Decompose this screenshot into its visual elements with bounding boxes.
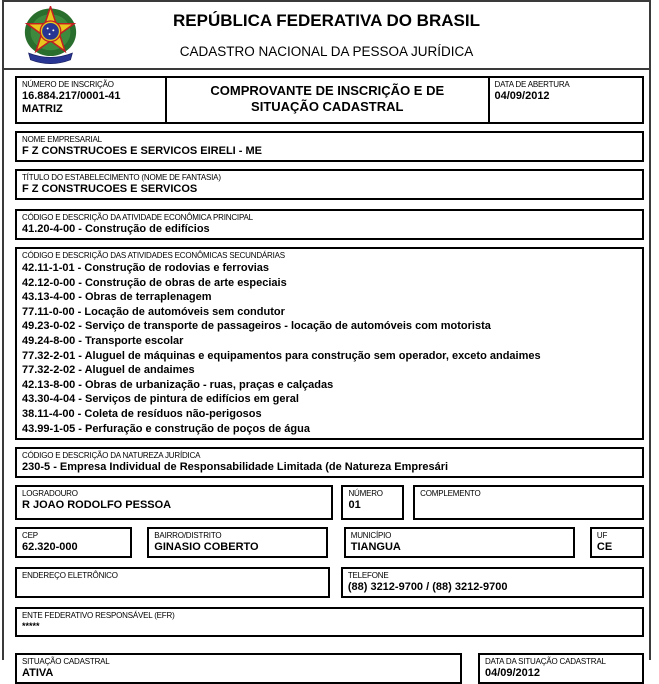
state-value: CE — [596, 541, 613, 554]
city-value: TIANGUA — [350, 541, 401, 554]
district-label: BAIRRO/DISTRITO — [154, 531, 222, 541]
secondary-activities-label: CÓDIGO E DESCRIÇÃO DAS ATIVIDADES ECONÔMICAS SECUNDÁRIAS — [22, 251, 285, 260]
district-value: GINASIO COBERTO — [154, 541, 259, 554]
secondary-activity-item: 77.32-2-01 - Aluguel de máquinas e equipamentos para construção sem operador, exceto andaimes — [22, 349, 541, 362]
email-box — [15, 567, 330, 598]
email-label: ENDEREÇO ELETRÔNICO — [22, 571, 118, 581]
secondary-activity-item: 42.13-8-00 - Obras de urbanização - ruas, praças e calçadas — [22, 378, 334, 391]
company-name-label: NOME EMPRESARIAL — [22, 135, 102, 144]
inscription-number-value: 16.884.217/0001-41 — [22, 90, 121, 102]
secondary-activity-item: 38.11-4-00 - Coleta de resíduos não-perigosos — [22, 407, 262, 420]
company-name-box — [15, 131, 644, 162]
secondary-activity-item: 43.13-4-00 - Obras de terraplenagem — [22, 291, 212, 304]
state-box — [590, 527, 644, 558]
street-number-label: NÚMERO — [348, 489, 383, 499]
brazil-coat-of-arms-icon — [22, 6, 79, 68]
street-label: LOGRADOURO — [22, 489, 78, 499]
cep-value: 62.320-000 — [22, 541, 78, 554]
secondary-activity-item: 49.23-0-02 - Serviço de transporte de passageiros - locação de automóveis com motorista — [22, 320, 491, 333]
legal-nature-box — [15, 447, 644, 478]
main-activity-value: 41.20-4-00 - Construção de edifícios — [22, 223, 210, 235]
document-title: REPÚBLICA FEDERATIVA DO BRASIL — [173, 11, 480, 30]
legal-nature-label: CÓDIGO E DESCRIÇÃO DA NATUREZA JURÍDICA — [22, 451, 201, 461]
legal-nature-value: 230-5 - Empresa Individual de Responsabilidade Limitada (de Natureza Empresári — [22, 461, 449, 474]
establishment-type-value: MATRIZ — [22, 103, 63, 115]
street-value: R JOAO RODOLFO PESSOA — [22, 499, 172, 512]
trade-name-label: TÍTULO DO ESTABELECIMENTO (NOME DE FANTASIA) — [22, 173, 221, 182]
document-body — [4, 70, 649, 684]
phone-box — [341, 567, 644, 598]
inscription-number-box — [17, 78, 167, 122]
city-box — [344, 527, 575, 558]
secondary-activity-item: 49.24-8-00 - Transporte escolar — [22, 334, 184, 347]
cep-box — [15, 527, 132, 558]
phone-label: TELEFONE — [347, 571, 389, 581]
phone-value: (88) 3212-9700 / (88) 3212-9700 — [347, 581, 508, 594]
status-date-box — [478, 653, 644, 684]
secondary-activity-item: 43.99-1-05 - Perfuração e construção de poços de água — [22, 422, 310, 435]
opening-date-label: DATA DE ABERTURA — [494, 80, 570, 89]
main-activity-box — [15, 209, 644, 240]
trade-name-value: F Z CONSTRUCOES E SERVICOS — [22, 183, 198, 195]
opening-date-box — [490, 78, 643, 122]
complement-box — [413, 485, 644, 520]
opening-date-value: 04/09/2012 — [494, 90, 550, 102]
inscription-strip — [15, 76, 644, 124]
document-header — [4, 2, 649, 68]
secondary-activity-item: 42.12-0-00 - Construção de obras de arte especiais — [22, 276, 287, 289]
secondary-activities-list — [22, 261, 637, 436]
federative-entity-value: ***** — [22, 621, 40, 632]
trade-name-box — [15, 169, 644, 200]
company-name-value: F Z CONSTRUCOES E SERVICOS EIRELI - ME — [22, 145, 262, 157]
main-activity-label: CÓDIGO E DESCRIÇÃO DA ATIVIDADE ECONÔMICA PRINCIPAL — [22, 213, 253, 222]
registration-status-label: SITUAÇÃO CADASTRAL — [22, 657, 110, 667]
street-number-value: 01 — [348, 499, 361, 512]
secondary-activity-item: 77.11-0-00 - Locação de automóveis sem condutor — [22, 305, 285, 318]
city-label: MUNICÍPIO — [350, 531, 392, 541]
status-date-value: 04/09/2012 — [484, 667, 541, 680]
registration-status-value: ATIVA — [22, 667, 54, 680]
document-subtitle: CADASTRO NACIONAL DA PESSOA JURÍDICA — [179, 44, 474, 59]
certificate-title-box — [167, 78, 490, 122]
secondary-activities-box — [15, 247, 644, 440]
secondary-activity-item: 77.32-2-02 - Aluguel de andaimes — [22, 364, 195, 377]
street-box — [15, 485, 333, 520]
registration-status-box — [15, 653, 462, 684]
status-date-label: DATA DA SITUAÇÃO CADASTRAL — [484, 657, 606, 667]
secondary-activity-item: 42.11-1-01 - Construção de rodovias e ferrovias — [22, 262, 269, 274]
district-box — [147, 527, 328, 558]
cnpj-certificate-document — [2, 0, 651, 680]
state-label: UF — [596, 531, 608, 541]
cep-label: CEP — [22, 531, 38, 541]
street-number-box — [341, 485, 404, 520]
secondary-activity-item: 43.30-4-04 - Serviços de pintura de edifícios em geral — [22, 393, 299, 406]
inscription-number-label: NÚMERO DE INSCRIÇÃO — [22, 80, 114, 89]
complement-label: COMPLEMENTO — [420, 489, 481, 499]
federative-entity-box — [15, 607, 644, 637]
certificate-title: COMPROVANTE DE INSCRIÇÃO E DE SITUAÇÃO CADASTRAL — [210, 83, 445, 114]
federative-entity-label: ENTE FEDERATIVO RESPONSÁVEL (EFR) — [22, 611, 175, 621]
